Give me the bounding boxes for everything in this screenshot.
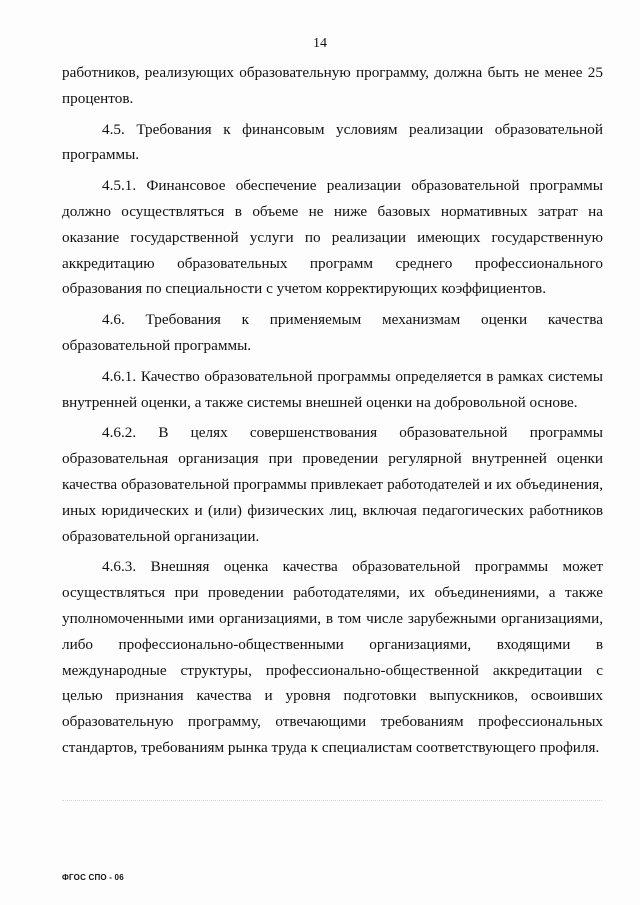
paragraph-4-6-2: 4.6.2. В целях совершенствования образовательной программы образовательная организация при проведении регулярной внутренней оценки качества образовательной программы привлекает работодателей и их объединения, иных юридических и (или) физических лиц, включая педагогических работников образовательной организации. [62, 424, 603, 545]
paragraph-continuation: работников, реализующих образовательную программу, должна быть не менее 25 процентов. [62, 64, 603, 107]
paragraph-4-5-1: 4.5.1. Финансовое обеспечение реализации образовательной программы должно осуществляться в объеме не ниже базовых нормативных затрат на оказание государственной услуги по реализации имеющих государственную аккредитацию образовательных программ среднего профессионального образования по специальности с учетом корректирующих коэффициентов. [62, 177, 603, 298]
paragraph-4-6-3: 4.6.3. Внешняя оценка качества образовательной программы может осуществляться при проведении работодателями, их объединениями, а также уполномоченными ими организациями, в том числе зарубежными организациями, либо профессионально-общественными организациями, входящими в международные структуры, профессионально-общественной аккредитации с целью признания качества и уровня подготовки выпускников, освоивших образовательную программу, отвечающими требованиям профессиональных стандартов, требованиям рынка труда к специалистам соответствующего профиля. [62, 558, 603, 756]
paragraph-4-6-1: 4.6.1. Качество образовательной программы определяется в рамках системы внутренней оценки, а также системы внешней оценки на добровольной основе. [62, 367, 603, 411]
paragraph-4-5: 4.5. Требования к финансовым условиям реализации образовательной программы. [62, 120, 603, 164]
document-body [62, 60, 603, 766]
footer-document-code: ФГОС СПО - 06 [62, 873, 124, 882]
page-number: 14 [313, 36, 327, 51]
scan-artifact-line [62, 800, 602, 803]
paragraph-4-6: 4.6. Требования к применяемым механизмам оценки качества образовательной программы. [62, 311, 603, 354]
